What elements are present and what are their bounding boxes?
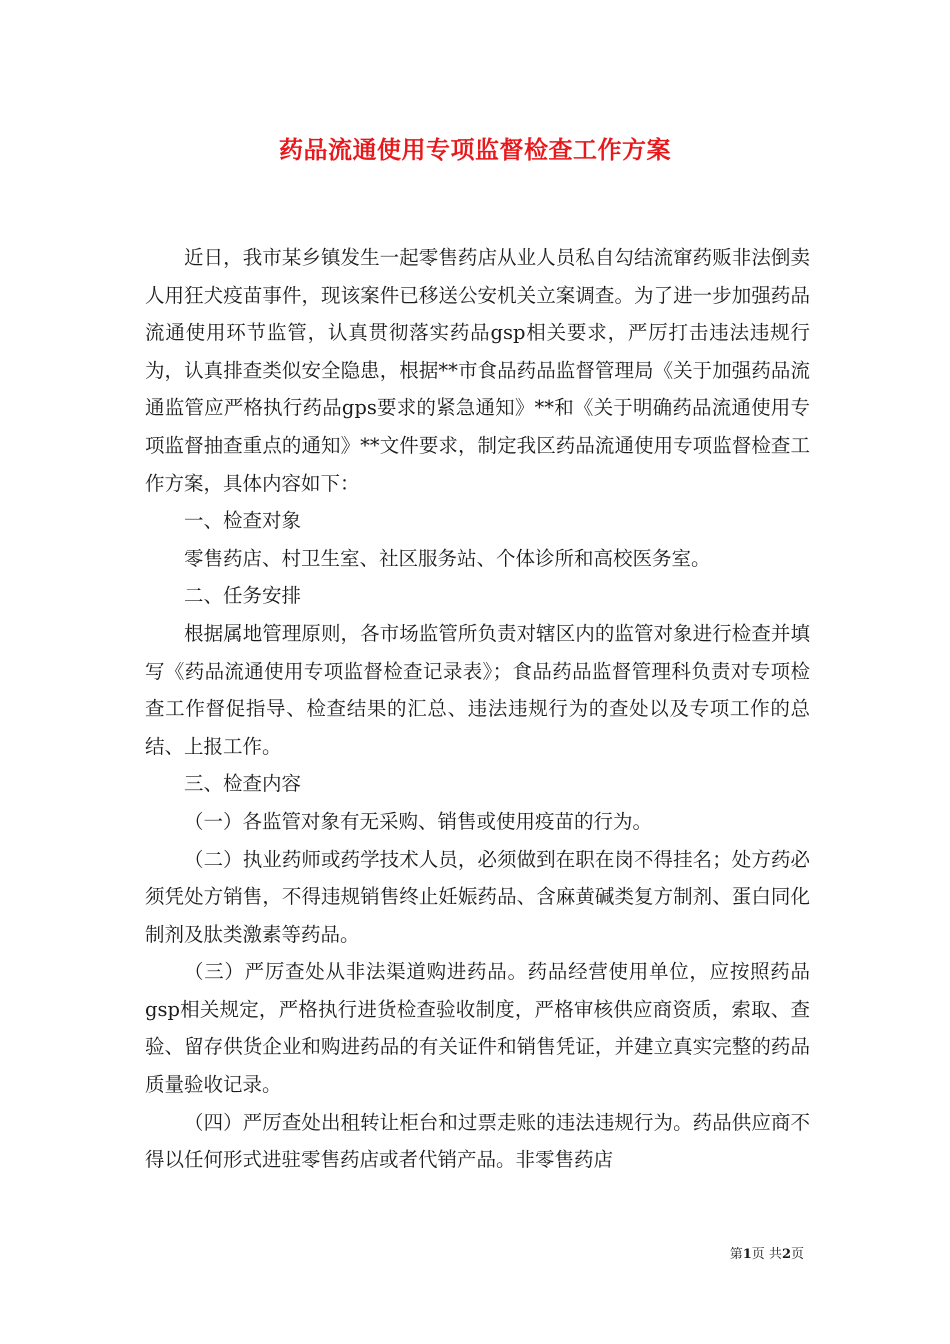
- document-title: 药品流通使用专项监督检查工作方案: [279, 135, 671, 164]
- paragraph-item-2: （二）执业药师或药学技术人员，必须做到在职在岗不得挂名；处方药必须凭处方销售，不得违规销售终止妊娠药品、含麻黄碱类复方制剂、蛋白同化制剂及肽类激素等药品。: [145, 847, 810, 946]
- paragraph-intro: 近日，我市某乡镇发生一起零售药店从业人员私自勾结流窜药贩非法倒卖人用狂犬疫苗事件，现该案件已移送公安机关立案调查。为了进一步加强药品流通使用环节监管，认真贯彻落实药品gsp相关要求，严厉打击违法违规行为，认真排查类似安全隐患，根据**市食品药品监督管理局《关于加强药品流通监管应严格执行药品gps要求的紧急通知》**和《关于明确药品流通使用专项监督抽查重点的通知》**文件要求，制定我区药品流通使用专项监督检查工作方案，具体内容如下：: [145, 246, 810, 495]
- paragraph-item-4: （四）严厉查处出租转让柜台和过票走账的违法违规行为。药品供应商不得以任何形式进驻零售药店或者代销产品。非零售药店: [145, 1110, 810, 1172]
- paragraph-item-1: （一）各监管对象有无采购、销售或使用疫苗的行为。: [184, 809, 653, 833]
- footer-current-page: 1: [742, 1247, 752, 1262]
- paragraph-inspection-targets: 零售药店、村卫生室、社区服务站、个体诊所和高校医务室。: [184, 546, 711, 570]
- footer-suffix: 页: [790, 1247, 804, 1262]
- footer-middle: 页 共: [751, 1247, 782, 1262]
- paragraph-item-3: （三）严厉查处从非法渠道购进药品。药品经营使用单位，应按照药品gsp相关规定，严格执行进货检查验收制度，严格审核供应商资质，索取、查验、留存供货企业和购进药品的有关证件和销售凭证，并建立真实完整的药品质量验收记录。: [145, 960, 810, 1097]
- document-body: [145, 239, 810, 1179]
- footer-prefix: 第: [729, 1247, 743, 1262]
- page-number-footer: [730, 1246, 804, 1264]
- footer-total-pages: 2: [781, 1247, 791, 1262]
- paragraph-task-arrangement: 根据属地管理原则，各市场监管所负责对辖区内的监管对象进行检查并填写《药品流通使用专项监督检查记录表》；食品药品监督管理科负责对专项检查工作督促指导、检查结果的汇总、违法违规行为的查处以及专项工作的总结、上报工作。: [145, 621, 810, 758]
- section-heading-3: 三、检查内容: [184, 772, 302, 796]
- section-heading-1: 一、检查对象: [184, 509, 302, 533]
- section-heading-2: 二、任务安排: [184, 584, 302, 608]
